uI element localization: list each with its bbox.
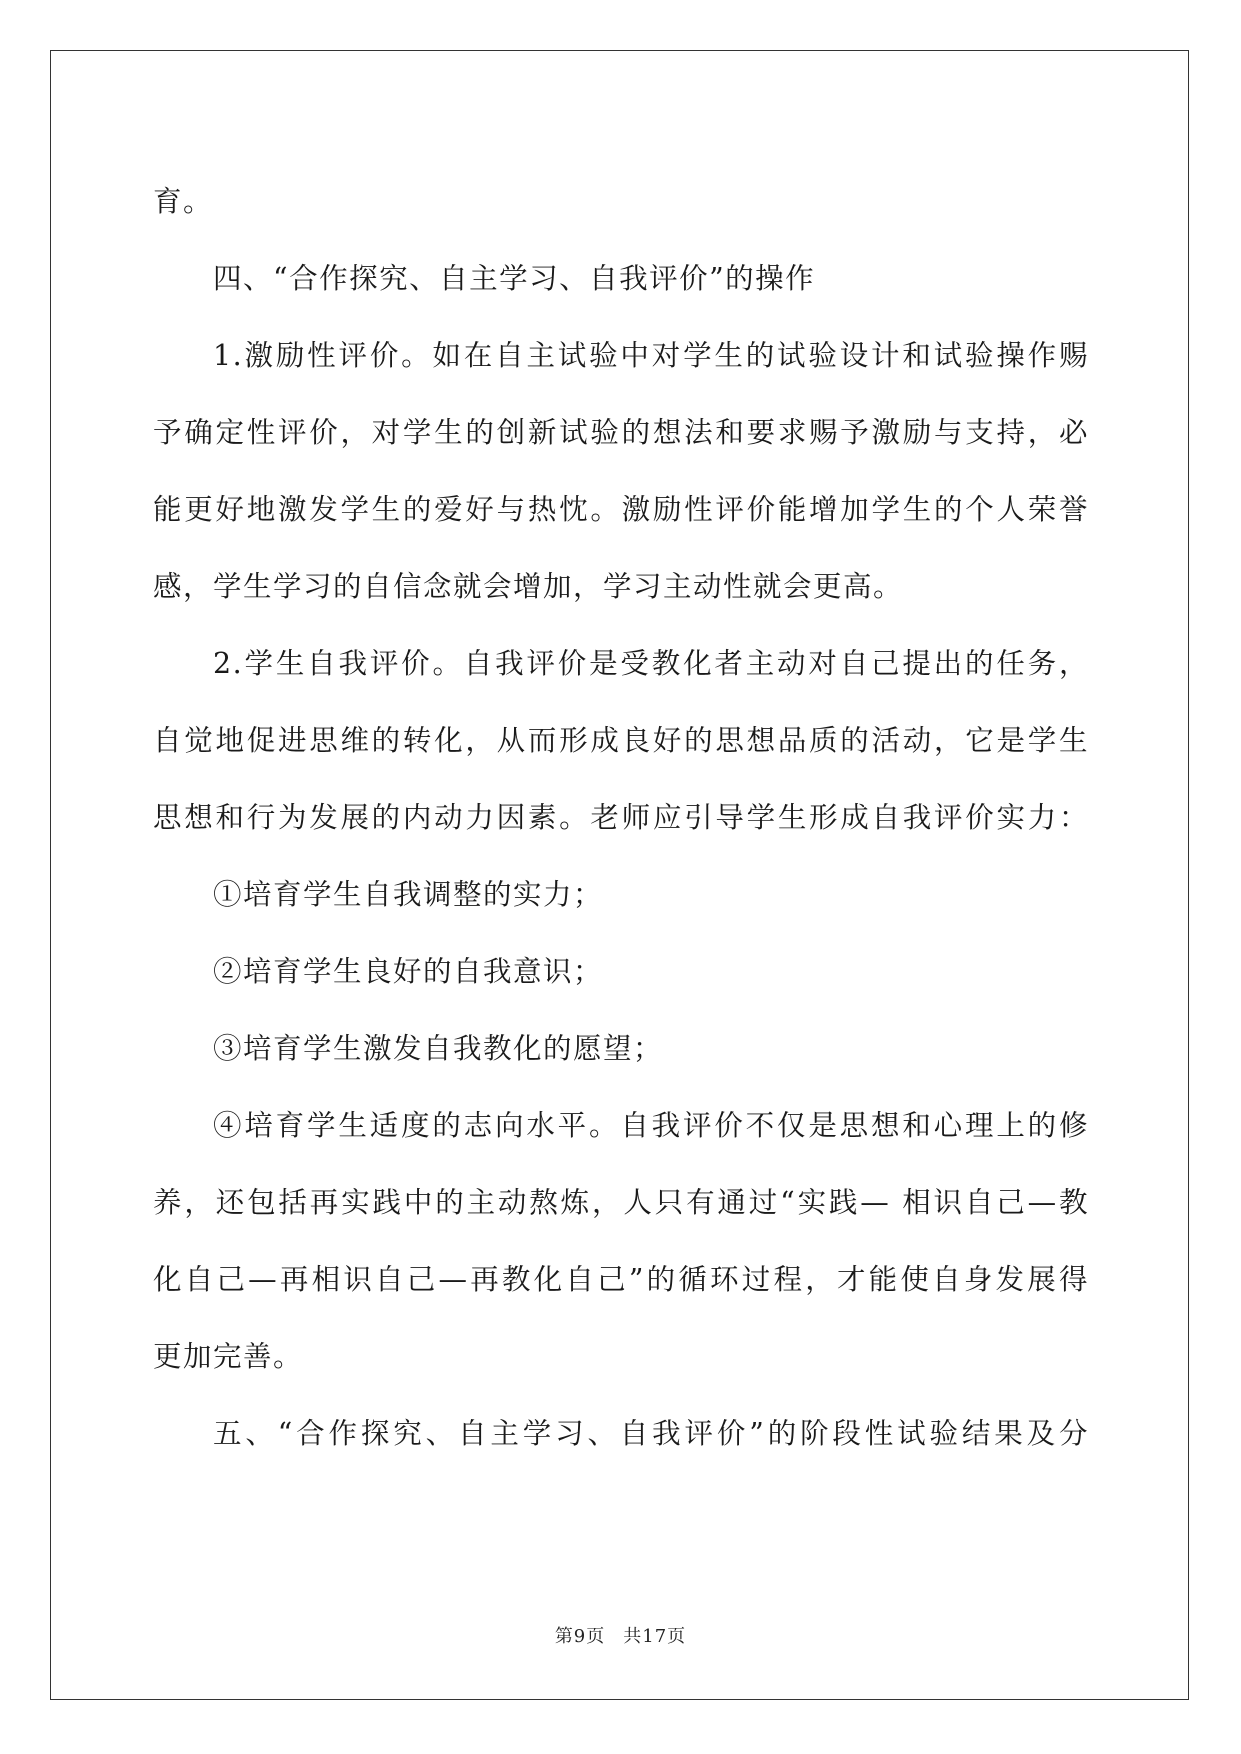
page-number: 第9页	[554, 1626, 606, 1647]
text-line: 思想和行为发展的内动力因素。老师应引导学生形成自我评价实力：	[153, 801, 1089, 834]
text-line: 化自己—再相识自己—再教化自己”的循环过程，才能使自身发展得	[153, 1263, 1089, 1296]
page-footer	[0, 1622, 1241, 1648]
text-line: 1.激励性评价。如在自主试验中对学生的试验设计和试验操作赐	[213, 339, 1089, 372]
text-line: 养，还包括再实践中的主动熬炼，人只有通过“实践— 相识自己—教	[153, 1186, 1089, 1219]
document-body	[153, 163, 1089, 1472]
text-line: 自觉地促进思维的转化，从而形成良好的思想品质的活动，它是学生	[153, 724, 1089, 757]
text-line: ③培育学生激发自我教化的愿望；	[213, 1032, 664, 1065]
text-line: 予确定性评价，对学生的创新试验的想法和要求赐予激励与支持，必	[153, 416, 1089, 449]
text-line: 五、“合作探究、自主学习、自我评价”的阶段性试验结果及分	[213, 1417, 1089, 1450]
text-line: 四、“合作探究、自主学习、自我评价”的操作	[213, 262, 816, 295]
page-total: 共17页	[623, 1626, 687, 1647]
text-line: 更加完善。	[153, 1340, 304, 1373]
text-line: ②培育学生良好的自我意识；	[213, 955, 604, 988]
text-line: ④培育学生适度的志向水平。自我评价不仅是思想和心理上的修	[213, 1109, 1089, 1142]
text-line: 育。	[153, 185, 214, 218]
text-line: 能更好地激发学生的爱好与热忱。激励性评价能增加学生的个人荣誉	[153, 493, 1089, 526]
text-line: ①培育学生自我调整的实力；	[213, 878, 604, 911]
text-line: 感，学生学习的自信念就会增加，学习主动性就会更高。	[153, 570, 904, 603]
text-line: 2.学生自我评价。自我评价是受教化者主动对自己提出的任务，	[213, 647, 1089, 680]
